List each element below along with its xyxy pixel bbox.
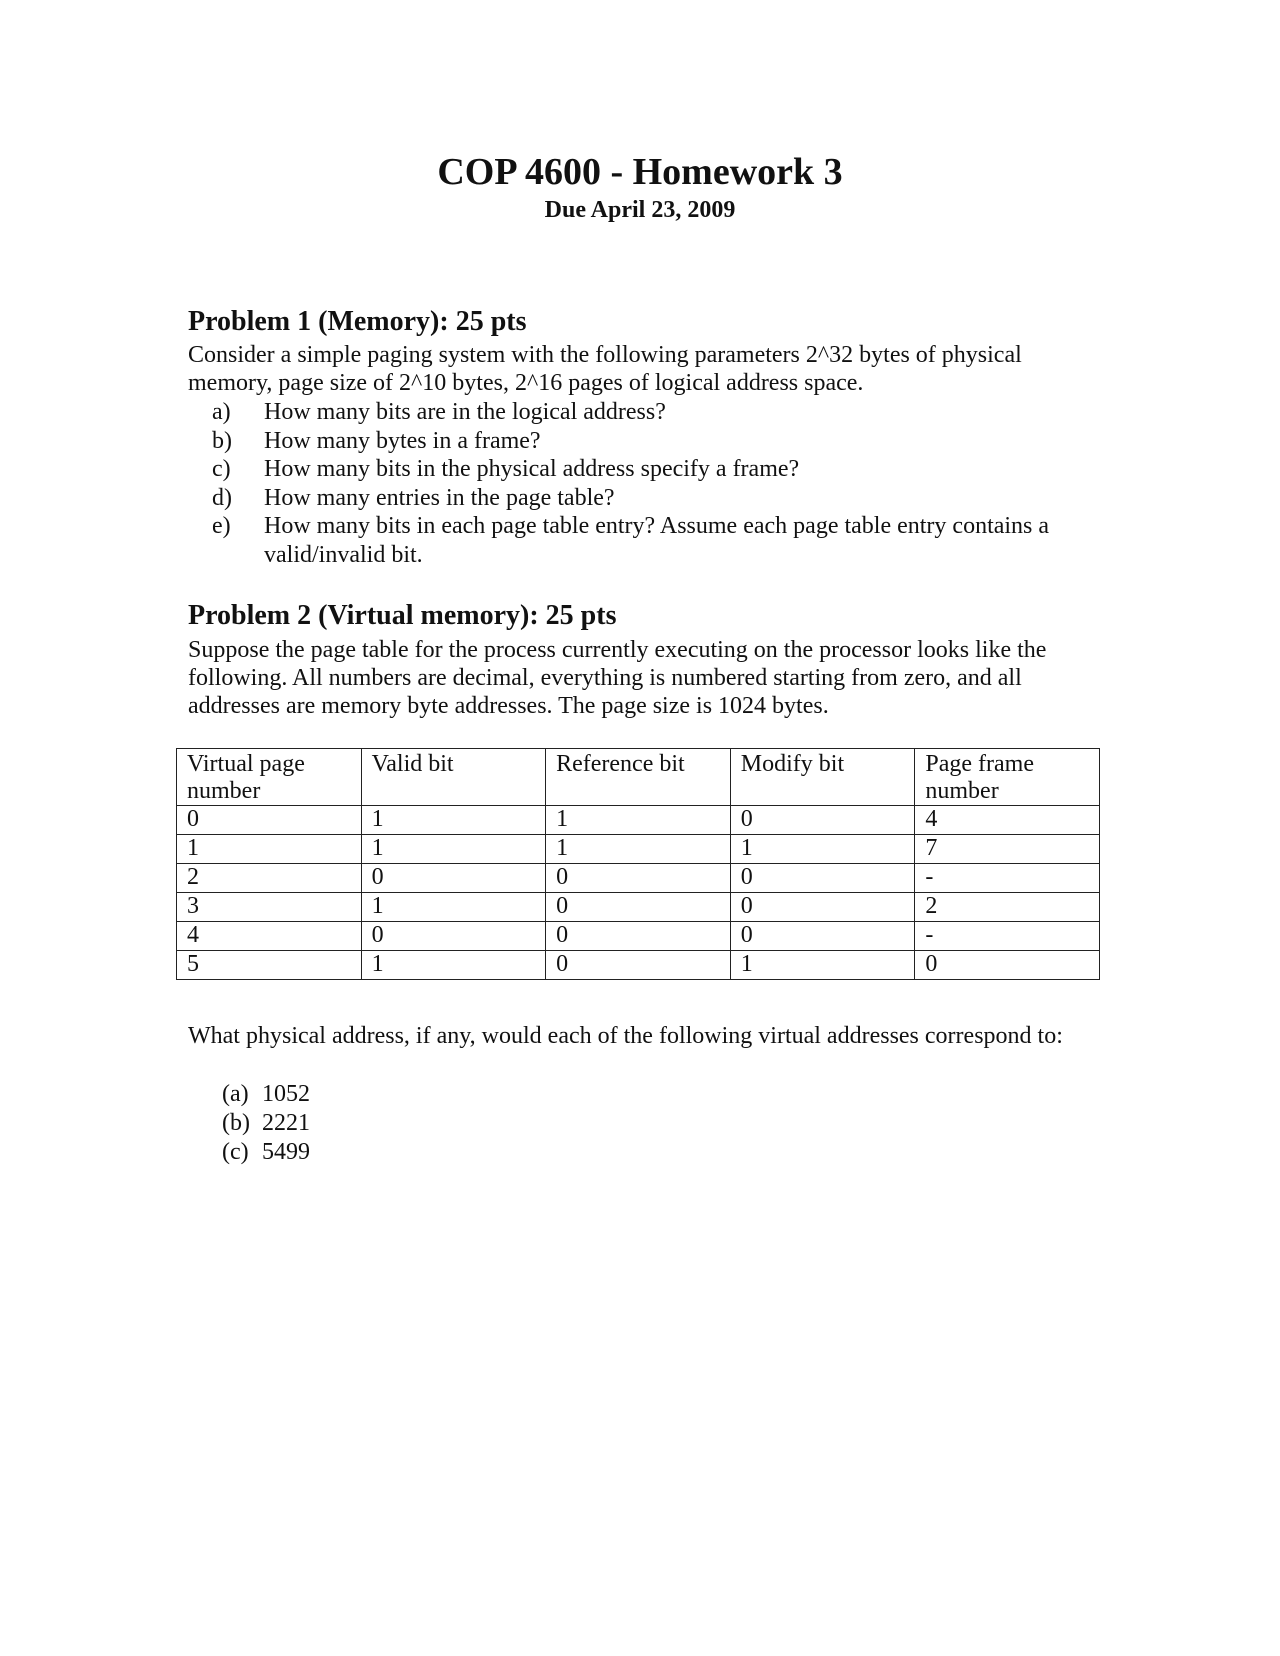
list-item-text: How many bits in each page table entry? Assume each page table entry contains a valid/invalid bit. — [264, 513, 1050, 568]
list-item — [222, 1138, 1102, 1167]
table-cell: 0 — [177, 806, 362, 835]
table-cell: 0 — [361, 864, 546, 893]
list-marker: a) — [212, 399, 231, 425]
list-item-text: How many entries in the page table? — [264, 484, 615, 511]
table-cell: 0 — [915, 951, 1100, 980]
list-marker: c) — [212, 456, 231, 482]
table-cell: 0 — [546, 951, 731, 980]
list-item — [212, 398, 1092, 427]
table-cell: 4 — [915, 806, 1100, 835]
table-cell: 5 — [177, 951, 362, 980]
problem2-address-list — [222, 1080, 1102, 1167]
table-cell: 1 — [177, 835, 362, 864]
table-cell: 1 — [361, 893, 546, 922]
table-cell: 2 — [177, 864, 362, 893]
document-title: COP 4600 - Homework 3 — [437, 151, 843, 193]
table-cell: 1 — [730, 951, 915, 980]
table-cell: - — [915, 922, 1100, 951]
list-marker: e) — [212, 513, 231, 539]
table-cell: 1 — [546, 806, 731, 835]
problem2-intro — [188, 636, 1098, 720]
table-header-row — [177, 749, 1100, 806]
table-cell: 1 — [361, 835, 546, 864]
list-item — [212, 484, 1092, 513]
table-cell: 4 — [177, 922, 362, 951]
table-cell: 0 — [546, 893, 731, 922]
column-header: Reference bit — [546, 749, 731, 806]
problem2-intro-text: Suppose the page table for the process currently executing on the processor looks like the following. All numbers are decimal, everything is numbered starting from zero, and all addresses are memory byte addresses. The page size is 1024 bytes. — [188, 637, 1047, 719]
column-header: Page frame number — [915, 749, 1100, 806]
table-cell: 2 — [915, 893, 1100, 922]
table-cell: 0 — [546, 864, 731, 893]
problem2-heading: Problem 2 (Virtual memory): 25 pts — [188, 600, 617, 631]
table-row — [177, 806, 1100, 835]
problem2-question-text: What physical address, if any, would each of the following virtual addresses correspond to: — [188, 1023, 1063, 1049]
column-header: Modify bit — [730, 749, 915, 806]
list-item — [222, 1080, 1102, 1109]
list-item-text: 1052 — [262, 1081, 310, 1107]
problem1-question-list — [212, 398, 1092, 569]
table-cell: 1 — [361, 806, 546, 835]
page-table — [176, 748, 1100, 980]
table-cell: - — [915, 864, 1100, 893]
table-cell: 0 — [730, 806, 915, 835]
list-item — [222, 1109, 1102, 1138]
list-marker: (a) — [222, 1081, 249, 1107]
list-marker: (b) — [222, 1110, 250, 1136]
column-header: Valid bit — [361, 749, 546, 806]
list-item-text: How many bytes in a frame? — [264, 427, 541, 454]
problem1-intro-text: Consider a simple paging system with the following parameters 2^32 bytes of physical memory, page size of 2^10 bytes, 2^16 pages of logical address space. — [188, 342, 1022, 396]
table-cell: 1 — [546, 835, 731, 864]
table-row — [177, 951, 1100, 980]
table-cell: 0 — [730, 864, 915, 893]
list-item-text: How many bits are in the logical address? — [264, 399, 666, 425]
list-item-text: How many bits in the physical address specify a frame? — [264, 456, 800, 482]
list-item — [212, 512, 1092, 569]
list-marker: d) — [212, 484, 232, 511]
table-cell: 1 — [361, 951, 546, 980]
due-date: Due April 23, 2009 — [544, 197, 736, 223]
list-item-text: 2221 — [262, 1110, 310, 1136]
list-item-text: 5499 — [262, 1139, 310, 1165]
table-cell: 0 — [361, 922, 546, 951]
list-marker: b) — [212, 427, 232, 454]
list-marker: (c) — [222, 1139, 249, 1165]
table-cell: 7 — [915, 835, 1100, 864]
list-item — [212, 455, 1092, 484]
table-cell: 0 — [546, 922, 731, 951]
problem1-heading: Problem 1 (Memory): 25 pts — [188, 306, 527, 337]
table-cell: 3 — [177, 893, 362, 922]
table-cell: 1 — [730, 835, 915, 864]
table-cell: 0 — [730, 922, 915, 951]
table-row — [177, 864, 1100, 893]
list-item — [212, 427, 1092, 456]
problem1-intro — [188, 341, 1098, 397]
problem2-question — [188, 1022, 1098, 1050]
table-row — [177, 835, 1100, 864]
table-cell: 0 — [730, 893, 915, 922]
table-row — [177, 893, 1100, 922]
column-header: Virtual page number — [177, 749, 362, 806]
table-row — [177, 922, 1100, 951]
